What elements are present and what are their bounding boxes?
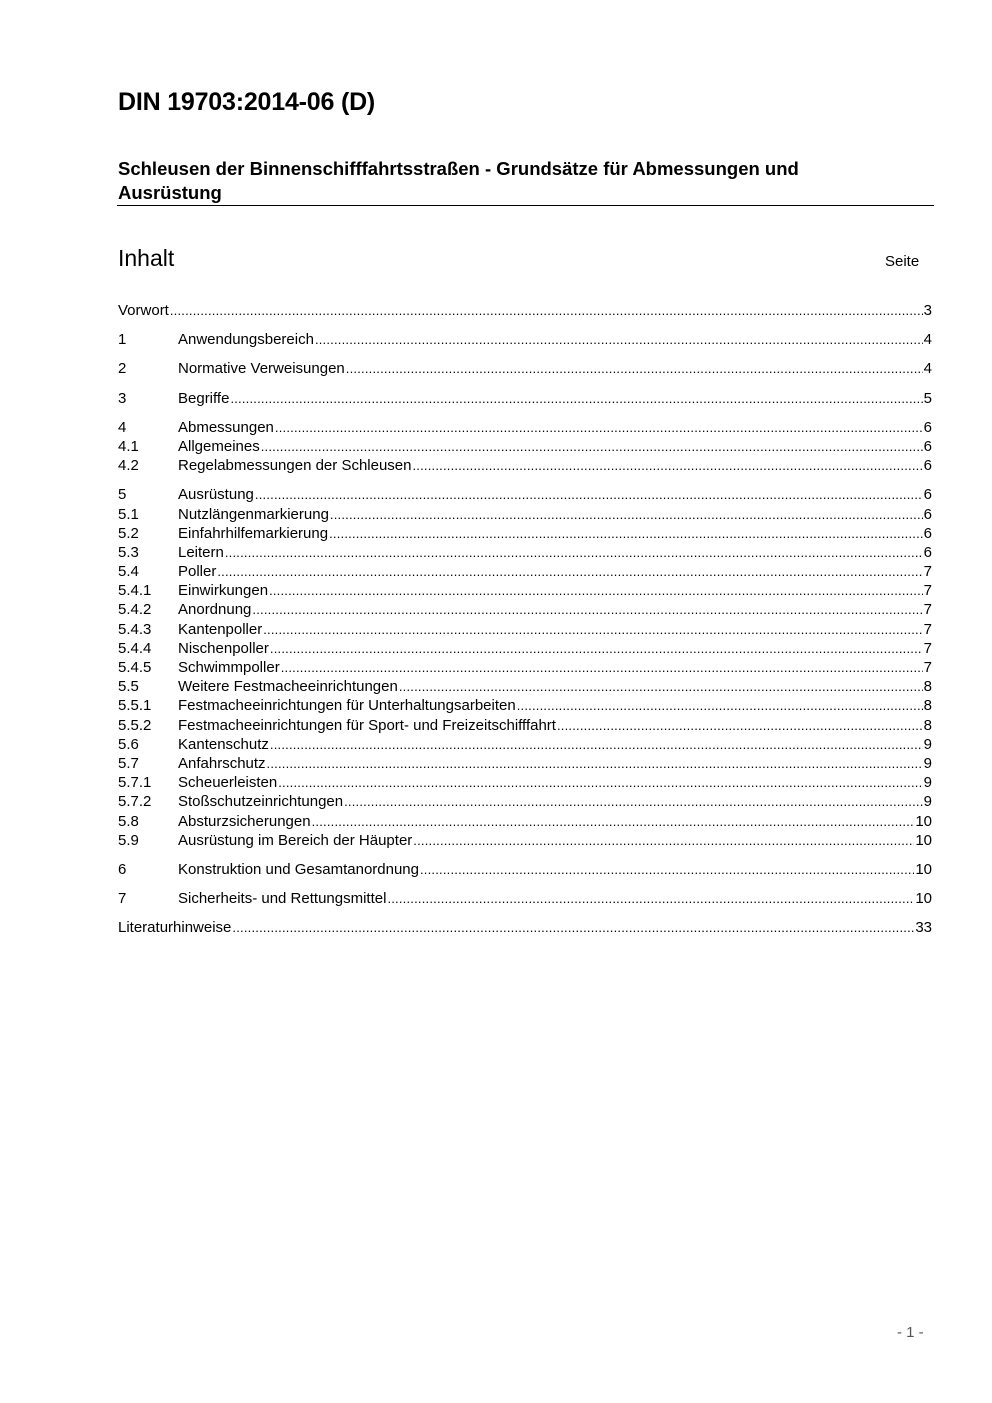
toc-entry-number: 5 <box>118 486 127 504</box>
toc-dot-leader <box>517 696 923 715</box>
toc-entry-text: Konstruktion und Gesamtanordnung <box>178 860 419 878</box>
toc-entry-number: 5.4 <box>118 563 139 581</box>
toc-dot-leader <box>346 359 923 378</box>
toc-entry-page: 7 <box>923 582 932 600</box>
toc-entry-number: 5.3 <box>118 543 139 561</box>
toc-dot-leader <box>557 716 923 735</box>
toc-entry-text: Leitern <box>178 543 224 561</box>
toc-entry-text: Festmacheeinrichtungen für Unterhaltungsarbeiten <box>178 697 516 715</box>
toc-entry-text: Ausrüstung im Bereich der Häupter <box>178 831 413 849</box>
toc-entry-page: 5 <box>923 389 932 407</box>
toc-entry-text: Regelabmessungen der Schleusen <box>178 457 412 475</box>
toc-entry[interactable] <box>118 330 932 349</box>
toc-entry[interactable] <box>118 600 932 619</box>
toc-entry-text: Schwimmpoller <box>178 659 280 676</box>
toc-page-column-label: Seite <box>885 253 920 270</box>
toc-dot-leader <box>344 792 923 811</box>
toc-entry-number: 5.2 <box>118 524 139 542</box>
toc-entry-page: 3 <box>923 302 932 319</box>
toc-entry-page: 6 <box>923 457 932 475</box>
toc-entry[interactable] <box>118 792 932 811</box>
toc-dot-leader <box>263 620 922 639</box>
toc-entry[interactable] <box>118 860 932 879</box>
toc-dot-leader <box>270 735 923 754</box>
toc-entry-number: 5.7.1 <box>118 774 152 792</box>
toc-entry-page: 9 <box>923 774 932 792</box>
toc-dot-leader <box>387 889 914 908</box>
toc-dot-leader <box>267 754 923 773</box>
toc-entry[interactable] <box>118 301 932 320</box>
toc-entry[interactable] <box>118 754 932 773</box>
toc-entry[interactable] <box>118 562 932 581</box>
toc-dot-leader <box>255 485 923 504</box>
toc-entry-page: 10 <box>915 831 932 849</box>
toc-dot-leader <box>399 677 923 696</box>
toc-dot-leader <box>330 505 923 524</box>
toc-entry-page: 9 <box>923 754 932 772</box>
toc-entry[interactable] <box>118 524 932 543</box>
toc-entry-number: 4.1 <box>118 437 139 455</box>
toc-entry-page: 10 <box>915 812 932 830</box>
toc-dot-leader <box>261 437 923 456</box>
toc-entry-number: 5.1 <box>118 505 139 523</box>
toc-entry-text: Festmacheeinrichtungen für Sport- und Freizeitschifffahrt <box>178 716 556 734</box>
toc-dot-leader <box>232 918 914 937</box>
toc-entry-page: 6 <box>923 437 932 455</box>
toc-entry-page: 4 <box>923 360 932 378</box>
toc-dot-leader <box>413 456 923 475</box>
table-of-contents <box>118 301 932 937</box>
toc-entry-text: Einwirkungen <box>178 582 269 600</box>
toc-entry-page: 8 <box>923 697 932 715</box>
toc-entry-text: Sicherheits- und Rettungsmittel <box>178 890 387 908</box>
toc-entry[interactable] <box>118 389 932 408</box>
toc-entry[interactable] <box>118 831 932 850</box>
toc-heading: Inhalt <box>118 245 175 271</box>
toc-entry-text: Ausrüstung <box>178 486 254 504</box>
toc-entry-number: 5.8 <box>118 812 139 830</box>
toc-entry[interactable] <box>118 658 932 677</box>
toc-dot-leader <box>278 773 922 792</box>
toc-entry-text: Kantenpoller <box>178 620 263 638</box>
toc-entry[interactable] <box>118 773 932 792</box>
toc-entry[interactable] <box>118 696 932 715</box>
toc-entry-page: 8 <box>923 716 932 734</box>
toc-entry-page: 10 <box>915 860 932 878</box>
toc-entry-number: 5.6 <box>118 735 139 753</box>
toc-entry-text: Anordnung <box>178 601 252 619</box>
toc-entry-number: 7 <box>118 890 127 908</box>
toc-dot-leader <box>315 330 923 349</box>
toc-entry[interactable] <box>118 889 932 908</box>
toc-entry-page: 4 <box>923 331 932 349</box>
toc-entry[interactable] <box>118 543 932 562</box>
toc-entry-text: Einfahrhilfemarkierung <box>178 524 329 542</box>
toc-entry-page: 6 <box>923 543 932 561</box>
toc-entry[interactable] <box>118 505 932 524</box>
toc-dot-leader <box>270 639 923 658</box>
toc-entry-text: Nutzlängenmarkierung <box>178 505 329 523</box>
toc-entry[interactable] <box>118 639 932 658</box>
toc-entry-page: 6 <box>923 524 932 542</box>
toc-entry[interactable] <box>118 918 932 937</box>
toc-entry-number: 5.5.1 <box>118 697 152 715</box>
toc-dot-leader <box>420 860 914 879</box>
toc-dot-leader <box>275 418 923 437</box>
toc-entry-text: Anfahrschutz <box>178 754 266 772</box>
toc-entry-number: 1 <box>118 331 127 349</box>
toc-entry-text: Allgemeines <box>178 437 260 455</box>
toc-entry[interactable] <box>118 437 932 456</box>
toc-entry-number: 4.2 <box>118 457 139 475</box>
toc-entry-text: Nischenpoller <box>178 639 269 657</box>
toc-entry-text: Stoßschutzeinrichtungen <box>178 793 344 811</box>
toc-entry-number: 5.9 <box>118 831 139 849</box>
toc-entry[interactable] <box>118 418 932 437</box>
toc-entry-number: 5.4.2 <box>118 601 152 619</box>
document-id: DIN 19703:2014-06 (D) <box>118 88 376 116</box>
toc-entry[interactable] <box>118 359 932 378</box>
toc-entry[interactable] <box>118 812 932 831</box>
toc-entry-text: Begriffe <box>178 389 230 407</box>
toc-entry-page: 33 <box>915 919 932 937</box>
toc-entry[interactable] <box>118 620 932 639</box>
toc-entry-number: 5.4.3 <box>118 620 152 638</box>
title-divider <box>117 205 934 206</box>
toc-entry-page: 7 <box>923 601 932 619</box>
toc-entry-number: 6 <box>118 860 127 878</box>
toc-entry-page: 9 <box>923 793 932 811</box>
toc-entry[interactable] <box>118 677 932 696</box>
toc-dot-leader <box>281 658 923 677</box>
toc-dot-leader <box>225 543 923 562</box>
toc-entry-text: Kantenschutz <box>178 735 269 753</box>
toc-entry-page: 10 <box>915 890 932 908</box>
toc-entry-text: Literaturhinweise <box>118 919 232 937</box>
page-number: - 1 - <box>897 1324 924 1341</box>
toc-entry[interactable] <box>118 581 932 600</box>
toc-entry-number: 5.5.2 <box>118 716 152 734</box>
toc-entry-page: 7 <box>923 639 932 657</box>
toc-entry-page: 6 <box>923 418 932 436</box>
toc-entry-text: Anwendungsbereich <box>178 331 314 349</box>
toc-entry-text: Weitere Festmacheeinrichtungen <box>178 678 398 696</box>
toc-entry[interactable] <box>118 735 932 754</box>
toc-dot-leader <box>329 524 923 543</box>
toc-entry-number: 3 <box>118 389 127 407</box>
toc-entry-number: 5.7 <box>118 754 139 772</box>
toc-dot-leader <box>413 831 914 850</box>
toc-entry-page: 9 <box>923 735 932 753</box>
toc-entry-text: Absturzsicherungen <box>178 812 311 830</box>
toc-entry[interactable] <box>118 485 932 504</box>
toc-entry-text: Abmessungen <box>178 418 274 436</box>
toc-entry-page: 6 <box>923 505 932 523</box>
toc-entry-number: 5.5 <box>118 678 139 696</box>
toc-entry-number: 5.4.4 <box>118 639 152 657</box>
toc-dot-leader <box>252 600 922 619</box>
toc-entry-page: 8 <box>923 678 932 696</box>
toc-entry-number: 5.4.5 <box>118 659 152 676</box>
toc-entry-page: 6 <box>923 486 932 504</box>
document-title: Schleusen der Binnenschifffahrtsstraßen - Grundsätze für Abmessungen und Ausrüstung <box>118 158 799 203</box>
toc-entry-number: 4 <box>118 418 127 436</box>
toc-entry-number: 5.7.2 <box>118 793 152 811</box>
toc-dot-leader <box>312 812 915 831</box>
toc-dot-leader <box>230 389 922 408</box>
toc-entry-page: 7 <box>923 620 932 638</box>
toc-entry[interactable] <box>118 716 932 735</box>
toc-entry-text: Normative Verweisungen <box>178 360 345 378</box>
toc-entry-text: Scheuerleisten <box>178 774 278 792</box>
toc-entry-text: Vorwort <box>118 302 169 319</box>
toc-entry-text: Poller <box>178 563 217 581</box>
toc-dot-leader <box>269 581 923 600</box>
toc-entry[interactable] <box>118 456 932 475</box>
toc-entry-number: 2 <box>118 360 127 378</box>
toc-dot-leader <box>217 562 922 581</box>
toc-dot-leader <box>170 301 923 320</box>
toc-entry-page: 7 <box>923 563 932 581</box>
toc-entry-number: 5.4.1 <box>118 582 152 600</box>
toc-entry-page: 7 <box>923 659 932 676</box>
